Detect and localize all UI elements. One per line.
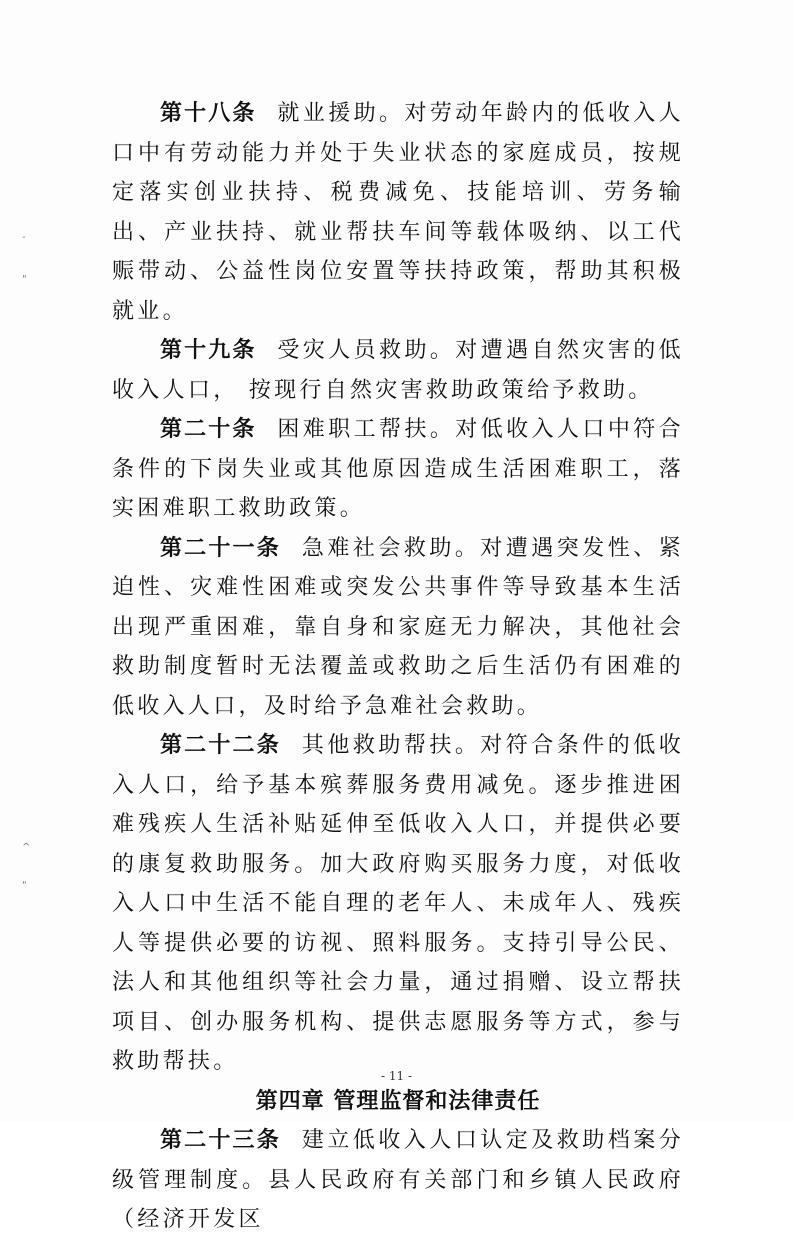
margin-mark: ^	[22, 842, 31, 853]
article-22-heading: 第二十二条	[160, 733, 281, 758]
article-18-text: 就业援助。对劳动年龄内的低收入人口中有劳动能力并处于失业状态的家庭成员，按规定落实创业扶持、税费减免、技能培训、劳务输出、产业扶持、就业帮扶车间等载体吸纳、以工代赈带动、公益性岗位安置等扶持政策，帮助其积极就业。	[112, 101, 684, 324]
margin-mark: "	[22, 880, 27, 891]
article-21-paragraph	[112, 529, 684, 727]
article-20-text: 困难职工帮扶。对低收入人口中符合条件的下岗失业或其他原因造成生活困难职工，落实困难职工救助政策。	[112, 417, 684, 521]
article-18-paragraph	[112, 94, 684, 331]
margin-mark: -	[22, 232, 26, 243]
page-number: - 11 -	[380, 1069, 412, 1083]
margin-mark: "	[22, 274, 27, 285]
article-22-paragraph	[112, 726, 684, 1082]
article-23-paragraph	[112, 1121, 684, 1240]
article-19-text: 受灾人员救助。对遭遇自然灾害的低收入人口， 按现行自然灾害救助政策给予救助。	[112, 338, 684, 403]
document-body	[112, 94, 684, 1240]
article-21-text: 急难社会救助。对遭遇突发性、紧迫性、灾难性困难或突发公共事件等导致基本生活出现严重困难，靠自身和家庭无力解决，其他社会救助制度暂时无法覆盖或救助之后生活仍有困难的低收入人口，及时给予急难社会救助。	[112, 535, 684, 719]
article-23-heading: 第二十三条	[160, 1128, 281, 1153]
article-19-paragraph	[112, 331, 684, 410]
article-20-heading: 第二十条	[160, 417, 257, 442]
chapter-title: 第四章 管理监督和法律责任	[255, 1088, 541, 1114]
article-23-text: 建立低收入人口认定及救助档案分级管理制度。县人民政府有关部门和乡镇人民政府（经济开发区	[112, 1128, 684, 1232]
article-22-text: 其他救助帮扶。对符合条件的低收入人口，给予基本殡葬服务费用减免。逐步推进困难残疾人生活补贴延伸至低收入人口，并提供必要的康复救助服务。加大政府购买服务力度，对低收入人口中生活不能自理的老年人、未成年人、残疾人等提供必要的访视、照料服务。支持引导公民、法人和其他组织等社会力量，通过捐赠、设立帮扶项目、创办服务机构、提供志愿服务等方式，参与救助帮扶。	[112, 733, 684, 1074]
article-21-heading: 第二十一条	[160, 535, 281, 561]
article-19-heading: 第十九条	[160, 338, 257, 363]
article-18-heading: 第十八条	[160, 101, 257, 126]
article-20-paragraph	[112, 410, 684, 529]
